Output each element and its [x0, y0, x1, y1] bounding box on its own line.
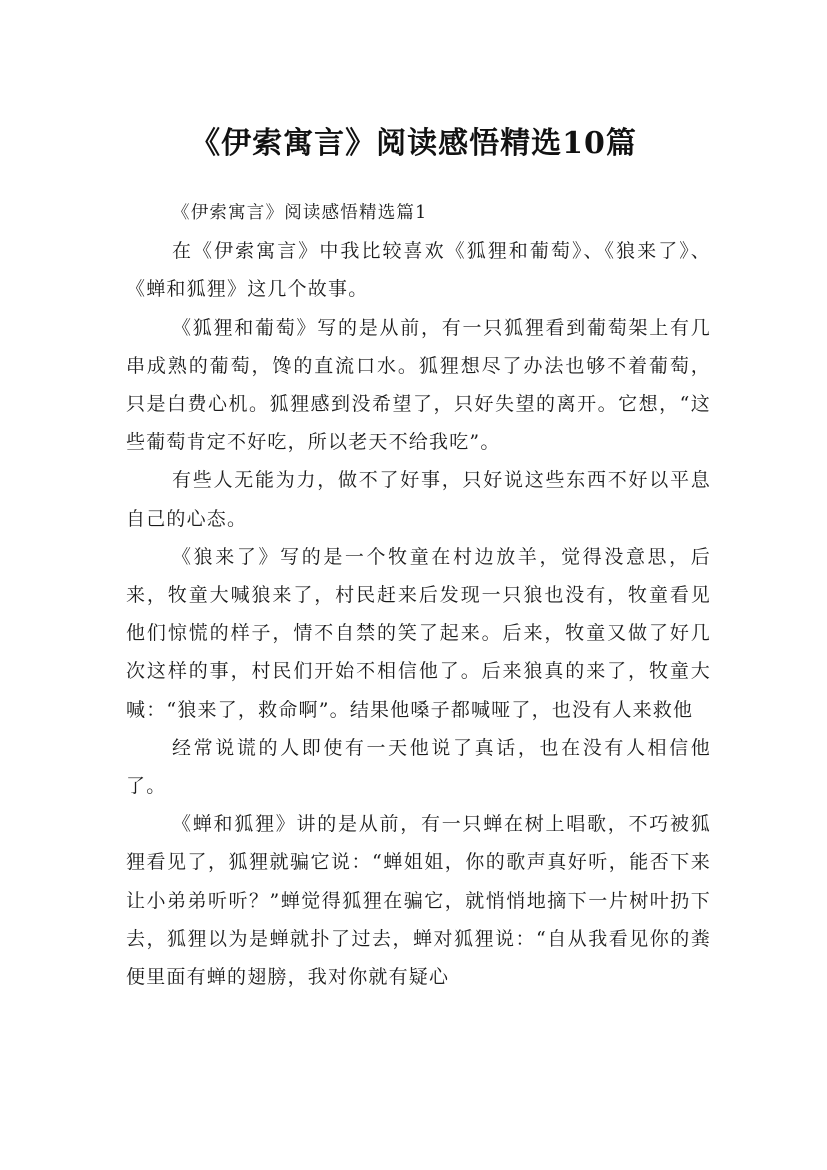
paragraph-boy-wolf-moral: 经常说谎的人即使有一天他说了真话，也在没有人相信他了。 [126, 736, 711, 798]
paragraph-fox-grapes: 《狐狸和葡萄》写的是从前，有一只狐狸看到葡萄架上有几串成熟的葡萄，馋的直流口水。狐狸想尽了办法也够不着葡萄，只是白费心机。狐狸感到没希望了，只好失望的离开。它想，“这些葡萄肯定不好吃，所以老天不给我吃”。 [126, 316, 711, 454]
paragraph-intro: 在《伊索寓言》中我比较喜欢《狐狸和葡萄》、《狼来了》、《蝉和狐狸》这几个故事。 [126, 240, 711, 301]
section-heading: 《伊索寓言》阅读感悟精选篇1 [172, 203, 428, 223]
document-body [126, 194, 711, 996]
paragraph-boy-wolf: 《狼来了》写的是一个牧童在村边放羊，觉得没意思，后来，牧童大喊狼来了，村民赶来后发现一只狼也没有，牧童看见他们惊慌的样子，情不自禁的笑了起来。后来，牧童又做了好几次这样的事，村民们开始不相信他了。后来狼真的来了，牧童大喊：“狼来了，救命啊”。结果他嗓子都喊哑了，也没有人来救他 [126, 545, 711, 721]
page-title: 《伊索寓言》阅读感悟精选10篇 [190, 126, 637, 162]
paragraph-fox-grapes-moral: 有些人无能为力，做不了好事，只好说这些东西不好以平息自己的心态。 [126, 469, 711, 530]
paragraph-cicada-fox: 《蝉和狐狸》讲的是从前，有一只蝉在树上唱歌，不巧被狐狸看见了，狐狸就骗它说：“蝉姐姐，你的歌声真好听，能否下来让小弟弟听听？”蝉觉得狐狸在骗它，就悄悄地摘下一片树叶扔下去，狐狸以为是蝉就扑了过去，蝉对狐狸说：“自从我看见你的粪便里面有蝉的翅膀，我对你就有疑心 [126, 813, 711, 989]
